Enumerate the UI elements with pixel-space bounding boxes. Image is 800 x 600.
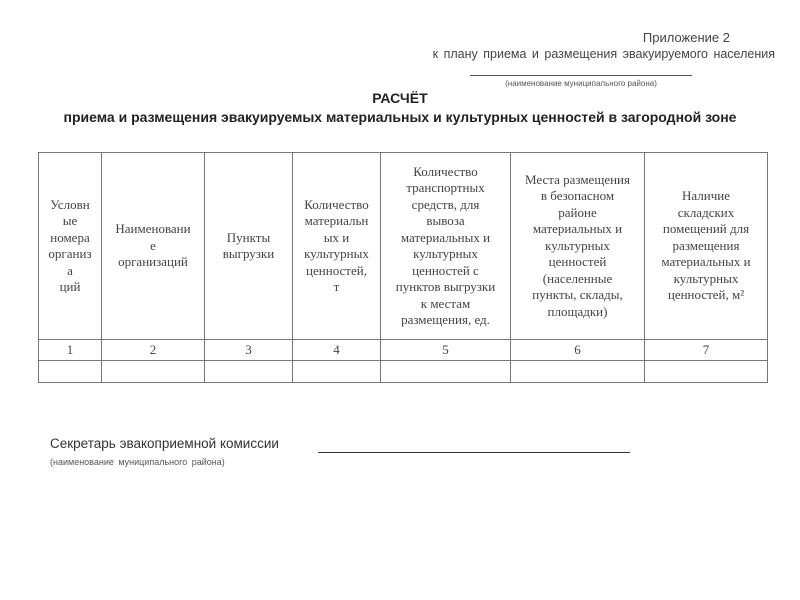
column-number: 1 <box>39 340 102 361</box>
table-header-row <box>39 153 768 340</box>
table-cell <box>205 361 293 383</box>
column-number: 6 <box>511 340 645 361</box>
column-header: Места размещения в безопасном районе материальных и культурных ценностей (населенные пункты, склады, площадки) <box>511 153 645 340</box>
table-cell <box>511 361 645 383</box>
table-cell <box>293 361 381 383</box>
appendix-number: Приложение 2 <box>642 30 730 45</box>
column-number: 4 <box>293 340 381 361</box>
secretary-signature-line <box>318 452 630 453</box>
calculation-table <box>38 152 768 383</box>
column-header: Пункты выгрузки <box>205 153 293 340</box>
table-cell <box>645 361 768 383</box>
column-number: 3 <box>205 340 293 361</box>
column-number: 2 <box>102 340 205 361</box>
table-row <box>39 361 768 383</box>
document-subtitle: приема и размещения эвакуируемых материальных и культурных ценностей в загородной зоне <box>63 109 737 125</box>
secretary-label: Секретарь эвакоприемной комиссии <box>50 436 279 451</box>
table-cell <box>381 361 511 383</box>
column-number-row <box>39 340 768 361</box>
appendix-reference: к плану приема и размещения эвакуируемого населения <box>432 47 775 61</box>
column-header: Количество материальн ых и культурных ценностей, т <box>293 153 381 340</box>
secretary-municipality-hint: (наименование муниципального района) <box>50 457 225 467</box>
municipality-blank-line <box>470 75 692 76</box>
column-number: 7 <box>645 340 768 361</box>
column-number: 5 <box>381 340 511 361</box>
column-header: Наименовани е организаций <box>102 153 205 340</box>
column-header: Наличие складских помещений для размещения материальных и культурных ценностей, м² <box>645 153 768 340</box>
table-cell <box>102 361 205 383</box>
column-header: Условн ые номера организ а ций <box>39 153 102 340</box>
table-cell <box>39 361 102 383</box>
municipality-hint: (наименование муниципального района) <box>505 79 657 88</box>
document-title: РАСЧЁТ <box>372 90 428 106</box>
column-header: Количество транспортных средств, для вывоза материальных и культурных ценностей с пунктов выгрузки к местам размещения, ед. <box>381 153 511 340</box>
